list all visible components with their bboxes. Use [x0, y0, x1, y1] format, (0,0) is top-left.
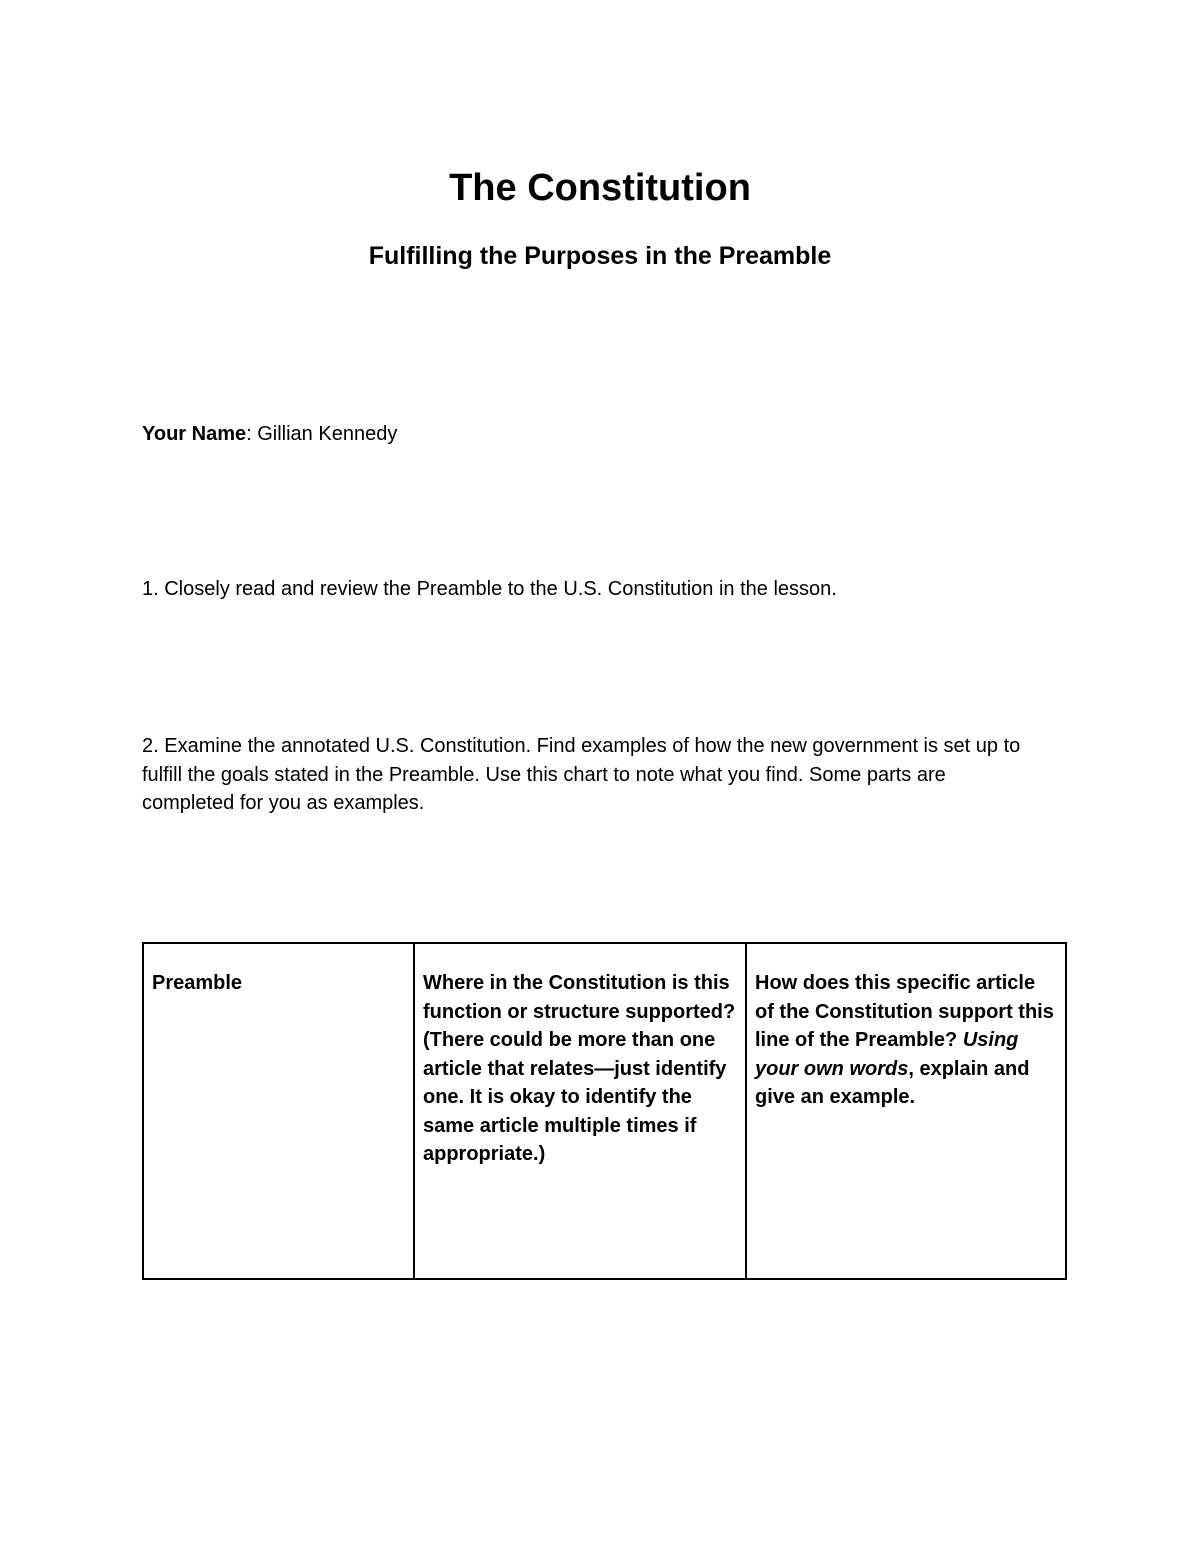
- instruction-step-2: 2. Examine the annotated U.S. Constitution. Find examples of how the new government is set up to fulfill the goals stated in the Preamble. Use this chart to note what you find. Some parts are completed for you as examples.: [142, 735, 1021, 814]
- header-how-text-start: How does this specific article of the Constitution support this line of the Preamble?: [755, 972, 1054, 1051]
- page-subtitle: Fulfilling the Purposes in the Preamble: [368, 242, 832, 270]
- page-title: The Constitution: [449, 167, 751, 209]
- table-header-row: [143, 943, 1066, 1279]
- header-where-text: Where in the Constitution is this function or structure supported? (There could be more than one article that relates—just identify one. It is okay to identify the same article multiple times if appropriate.): [423, 972, 736, 1165]
- header-how-text-end: , explain and give an example.: [755, 1057, 1030, 1108]
- header-how-text-emphasis: Using your own words: [755, 1029, 1019, 1080]
- header-cell-where: [414, 943, 746, 1279]
- header-preamble-text: Preamble: [152, 972, 243, 994]
- name-label: Your Name: [142, 423, 247, 445]
- name-separator: :: [246, 423, 252, 445]
- header-cell-how: [746, 943, 1066, 1279]
- preamble-chart-table: [142, 942, 1067, 1280]
- student-name-line: [142, 421, 397, 447]
- instruction-step-1: 1. Closely read and review the Preamble to the U.S. Constitution in the lesson.: [142, 578, 837, 600]
- header-cell-preamble: [143, 943, 414, 1279]
- name-value: Gillian Kennedy: [251, 423, 398, 445]
